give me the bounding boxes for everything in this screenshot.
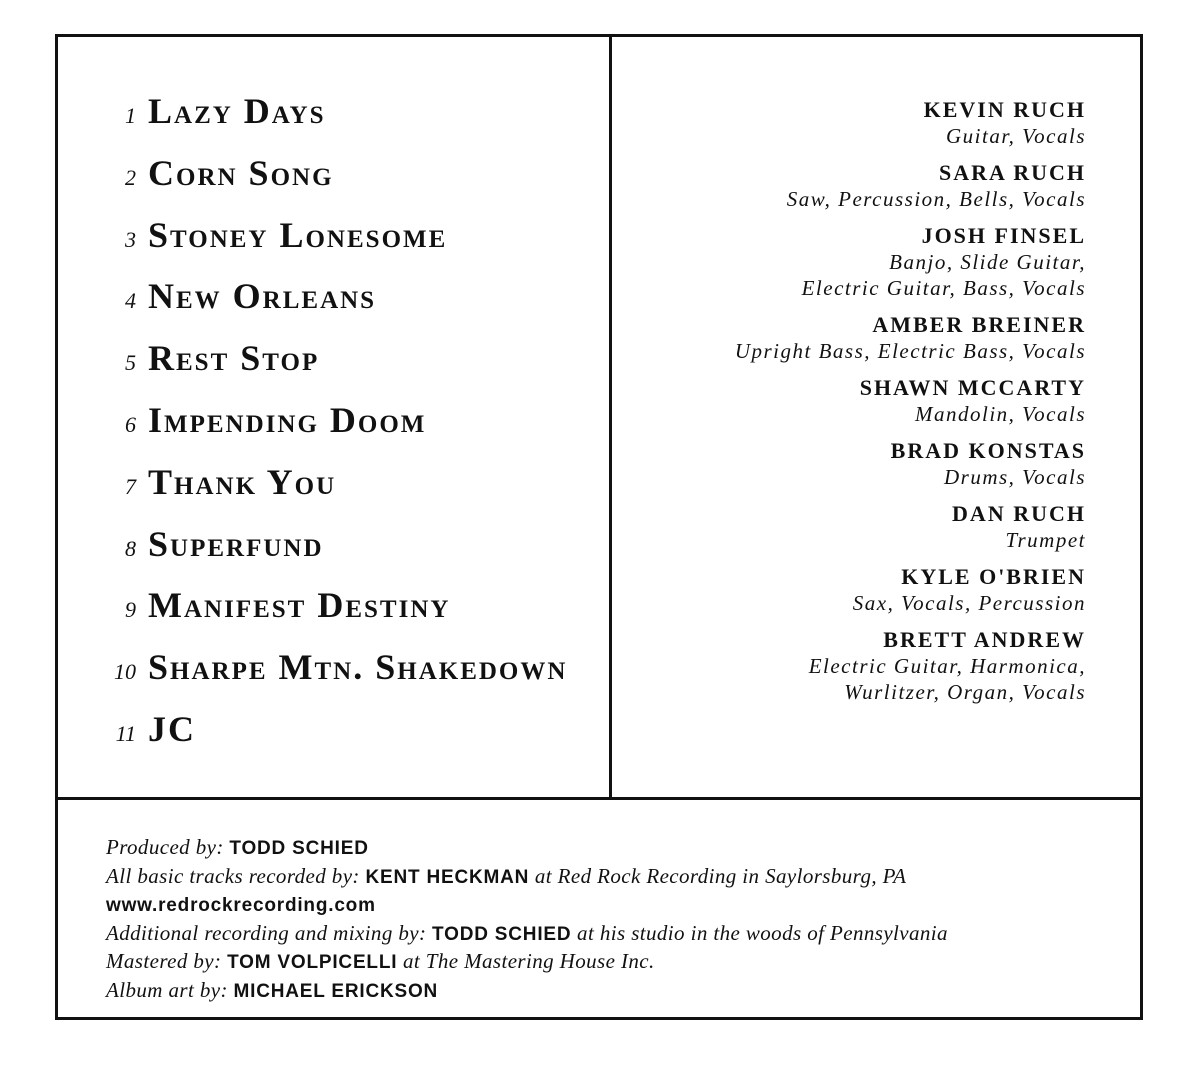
member-name: KEVIN RUCH [923,97,1086,122]
track-title: JC [148,708,196,749]
track-row [100,152,600,214]
band-credits [640,96,1086,715]
track-number: 1 [125,103,136,128]
band-member [640,159,1086,212]
track-number: 2 [125,164,136,190]
member-name: BRETT ANDREW [883,627,1086,652]
track-title: New Orleans [148,276,377,317]
track-title: Rest Stop [148,338,320,379]
track-row [100,461,600,523]
track-title: Lazy Days [148,91,326,131]
track-title: Impending Doom [148,399,427,440]
track-row [100,708,600,770]
track-row [100,584,600,646]
track-row [100,399,600,461]
band-member [640,500,1086,553]
track-number: 8 [125,535,136,561]
track-title: Thank You [148,461,337,502]
track-row [100,214,600,276]
track-list [100,90,600,770]
track-row [100,90,600,152]
band-member [640,222,1086,301]
member-instruments: Electric Guitar, Harmonica, Wurlitzer, Organ, Vocals [808,654,1086,704]
band-member [640,374,1086,427]
additional-recording-line: Additional recording and mixing by: TODD SCHIED at his studio in the woods of Pennsylvania [106,920,948,945]
member-name: KYLE O'BRIEN [901,564,1086,589]
website-line [106,891,1126,920]
basic-tracks-line: All basic tracks recorded by: KENT HECKMAN at Red Rock Recording in Saylorsburg, PA [106,863,907,888]
member-instruments: Saw, Percussion, Bells, Vocals [786,187,1086,211]
production-credits [106,834,1126,1005]
band-member [640,437,1086,490]
track-number: 3 [125,226,136,252]
track-number: 6 [125,411,136,437]
album-art-line: Album art by: MICHAEL ERICKSON [106,977,439,1002]
member-instruments: Upright Bass, Electric Bass, Vocals [734,339,1086,363]
member-name: DAN RUCH [952,501,1086,526]
track-number: 7 [125,473,136,499]
member-instruments: Mandolin, Vocals [915,402,1086,426]
website-link: www.redrockrecording.com [106,895,376,916]
track-title: Manifest Destiny [148,585,451,626]
track-title: Sharpe Mtn. Shakedown [148,647,568,688]
member-name: SHAWN MCCARTY [859,375,1086,400]
track-number: 5 [125,350,136,376]
track-title: Corn Song [148,152,334,193]
track-title: Stoney Lonesome [148,214,448,255]
band-member [640,626,1086,705]
track-number: 10 [114,659,136,685]
track-row [100,275,600,337]
vertical-divider [609,36,612,799]
band-member [640,311,1086,364]
member-instruments: Banjo, Slide Guitar, Electric Guitar, Bass, Vocals [801,250,1086,300]
track-number: 11 [115,720,136,746]
mastered-line: Mastered by: TOM VOLPICELLI at The Mastering House Inc. [106,949,655,973]
member-name: JOSH FINSEL [921,223,1086,248]
track-row [100,337,600,399]
track-row [100,523,600,585]
member-instruments: Drums, Vocals [943,465,1086,489]
track-row [100,646,600,708]
horizontal-divider [57,797,1143,800]
member-name: SARA RUCH [939,160,1086,185]
member-instruments: Trumpet [1005,528,1086,552]
member-instruments: Sax, Vocals, Percussion [852,591,1086,615]
member-name: AMBER BREINER [872,312,1086,337]
produced-line: Produced by: TODD SCHIED [106,835,369,859]
track-title: Superfund [148,523,324,564]
member-name: BRAD KONSTAS [890,438,1086,463]
band-member [640,563,1086,616]
track-number: 4 [125,288,136,314]
band-member [640,96,1086,149]
track-number: 9 [125,597,136,623]
member-instruments: Guitar, Vocals [945,124,1086,148]
